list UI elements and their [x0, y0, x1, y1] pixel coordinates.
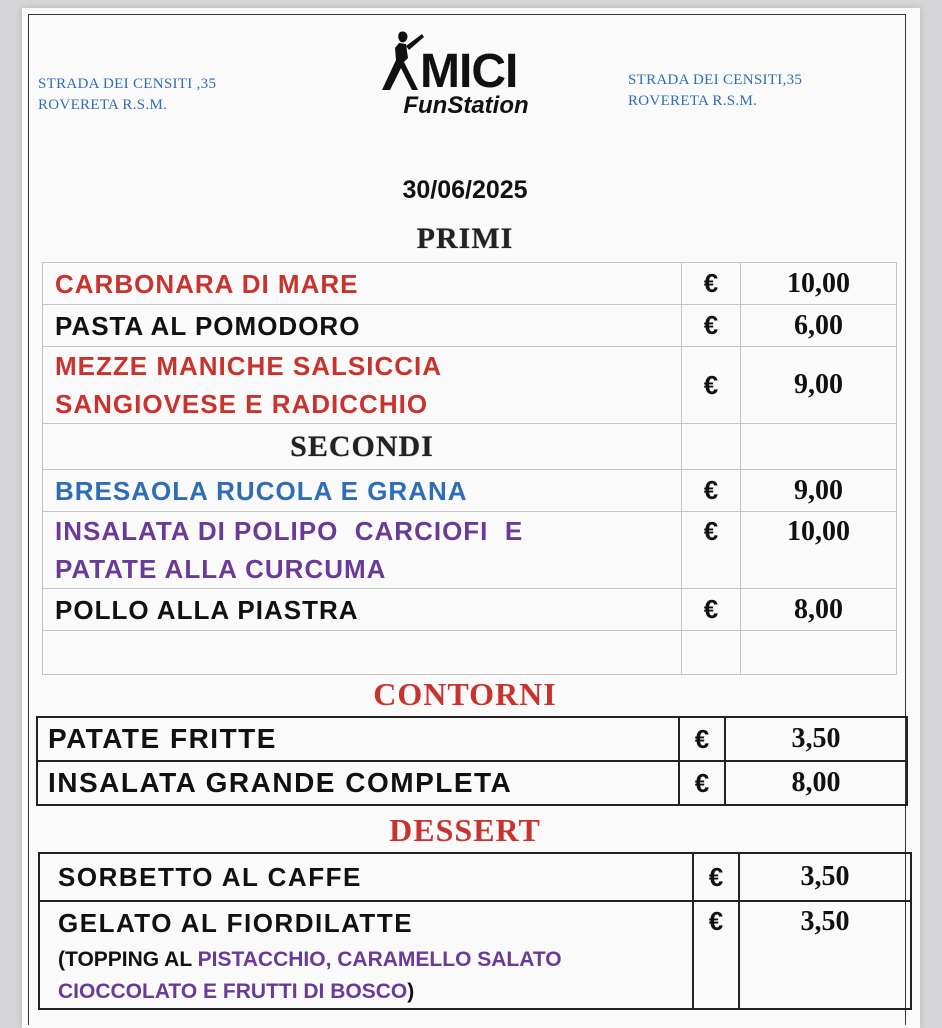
currency-symbol: €: [682, 512, 741, 589]
topping-note: [58, 944, 692, 976]
dish-name: CARBONARA DI MARE: [55, 268, 359, 299]
dish-price: 9,00: [741, 470, 897, 512]
address-right: [628, 70, 802, 112]
currency-symbol: €: [693, 853, 739, 901]
dish-name: PATATE FRITTE: [48, 723, 277, 754]
address-street: STRADA DEI CENSITI ,35: [38, 76, 217, 92]
logo-text: MICI: [420, 45, 518, 98]
address-city: ROVERETA R.S.M.: [38, 97, 168, 113]
table-row: [37, 761, 907, 805]
table-row: [43, 347, 897, 424]
topping-note-line2: [58, 976, 692, 1008]
dish-name-line2: PATATE ALLA CURCUMA: [55, 554, 387, 584]
table-row: [43, 263, 897, 305]
dish-price: 10,00: [741, 512, 897, 589]
dish-price: 9,00: [741, 347, 897, 424]
section-row-secondi: [43, 424, 897, 470]
dessert-table: [38, 852, 912, 1010]
primi-secondi-table: [42, 262, 897, 675]
dish-name: BRESAOLA RUCOLA E GRANA: [55, 475, 468, 506]
dish-name: INSALATA DI POLIPO CARCIOFI E: [55, 516, 524, 546]
empty-row: [43, 631, 897, 675]
logo: [378, 28, 550, 123]
logo-subtitle: FunStation: [403, 92, 529, 119]
topping-prefix: (TOPPING AL: [58, 948, 198, 971]
address-left: [38, 74, 216, 116]
dish-price: 3,50: [739, 853, 911, 901]
table-row: [43, 305, 897, 347]
dish-name: POLLO ALLA PIASTRA: [55, 594, 359, 625]
dish-price: 10,00: [741, 263, 897, 305]
currency-symbol: €: [682, 470, 741, 512]
address-street: STRADA DEI CENSITI,35: [628, 72, 803, 88]
topping-suffix: ): [407, 980, 415, 1003]
topping-options-2: CIOCCOLATO E FRUTTI DI BOSCO: [58, 980, 408, 1003]
address-city: ROVERETA R.S.M.: [628, 93, 758, 109]
dish-name: SORBETTO AL CAFFE: [58, 862, 362, 892]
section-title-secondi: SECONDI: [43, 424, 682, 470]
table-row: [39, 901, 911, 1009]
table-row: [39, 853, 911, 901]
table-row: [37, 717, 907, 761]
dish-name: INSALATA GRANDE COMPLETA: [48, 767, 513, 798]
menu-date: 30/06/2025: [402, 176, 528, 204]
dish-name: MEZZE MANICHE SALSICCIA: [55, 351, 442, 381]
dish-price: 3,50: [725, 717, 907, 761]
section-title-primi: PRIMI: [416, 222, 514, 255]
currency-symbol: €: [682, 305, 741, 347]
topping-options-1: PISTACCHIO, CARAMELLO SALATO: [197, 948, 562, 971]
table-row: [43, 589, 897, 631]
dish-price: 8,00: [725, 761, 907, 805]
contorni-table: [36, 716, 908, 806]
currency-symbol: €: [682, 263, 741, 305]
currency-symbol: €: [679, 717, 725, 761]
table-row: [43, 470, 897, 512]
section-title-contorni: CONTORNI: [373, 676, 557, 712]
table-row: [43, 512, 897, 589]
dish-name: GELATO AL FIORDILATTE: [58, 908, 414, 938]
currency-symbol: €: [682, 589, 741, 631]
currency-symbol: €: [679, 761, 725, 805]
dish-price: 8,00: [741, 589, 897, 631]
currency-symbol: €: [693, 901, 739, 1009]
dish-price: 6,00: [741, 305, 897, 347]
dish-price: 3,50: [739, 901, 911, 1009]
currency-symbol: €: [682, 347, 741, 424]
dish-name: PASTA AL POMODORO: [55, 310, 361, 341]
section-title-dessert: DESSERT: [389, 812, 541, 848]
dish-name-line2: SANGIOVESE E RADICCHIO: [55, 389, 429, 419]
